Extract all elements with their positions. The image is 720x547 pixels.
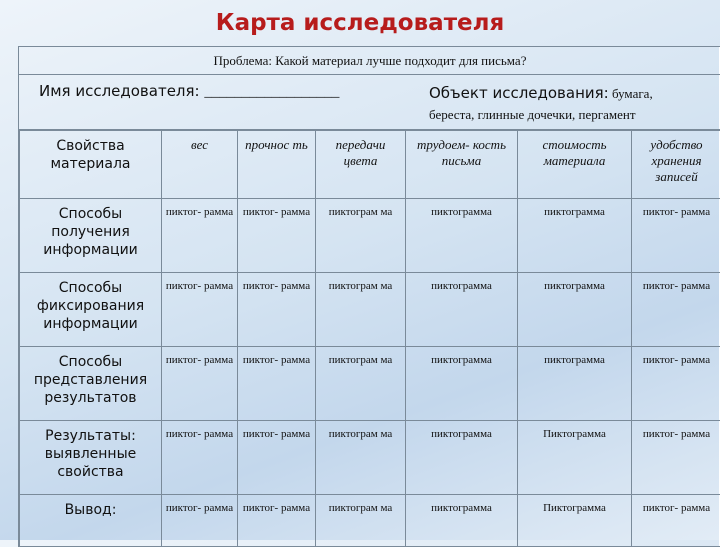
table-row [20,199,720,273]
research-card [18,46,720,547]
object-value-line1: бумага, [609,86,653,101]
table-cell: пиктог- рамма [632,421,720,495]
table-cell: пиктограмма [406,421,518,495]
column-header: трудоем- кость письма [406,131,518,199]
table-header-row [20,131,720,199]
column-header: передачи цвета [316,131,406,199]
researcher-label: Имя исследователя: [39,82,204,100]
researcher-name-field [19,75,399,129]
table-cell: пиктог- рамма [162,421,238,495]
table-cell: пиктограм ма [316,273,406,347]
table-cell: пиктог- рамма [632,199,720,273]
table-cell: пиктограмма [518,199,632,273]
table-cell: пиктог- рамма [632,347,720,421]
table-cell: пиктограмма [518,347,632,421]
table-cell: пиктограмма [406,347,518,421]
table-cell: пиктог- рамма [238,347,316,421]
table-cell: пиктог- рамма [238,199,316,273]
row-header: Вывод: [20,495,162,547]
table-cell: пиктограмма [406,199,518,273]
table-cell: пиктог- рамма [162,347,238,421]
row-header: Результаты: выявленные свойства [20,421,162,495]
table-row [20,347,720,421]
table-cell: пиктог- рамма [238,421,316,495]
corner-cell: Свойства материала [20,131,162,199]
row-header: Способы получения информации [20,199,162,273]
table-cell: пиктограмма [406,273,518,347]
row-header: Способы представления результатов [20,347,162,421]
table-cell: пиктог- рамма [238,495,316,547]
column-header: удобство хранения записей [632,131,720,199]
table-cell: пиктог- рамма [162,495,238,547]
properties-table [19,130,720,547]
column-header: прочнос ть [238,131,316,199]
row-header: Способы фиксирования информации [20,273,162,347]
table-cell: пиктог- рамма [162,199,238,273]
table-cell: пиктограмма [518,273,632,347]
table-cell: пиктог- рамма [238,273,316,347]
table-cell: пиктог- рамма [632,495,720,547]
researcher-name-blank: __________________ [204,84,339,100]
column-header: вес [162,131,238,199]
page-title: Карта исследователя [0,10,720,36]
table-row [20,273,720,347]
object-label: Объект исследования: [429,84,609,102]
table-cell: пиктограм ма [316,199,406,273]
problem-statement: Проблема: Какой материал лучше подходит для письма? [19,47,720,75]
research-object-field [399,75,720,129]
object-value-line2: береста, глинные дочечки, пергамент [429,104,720,125]
table-cell: пиктограмма [406,495,518,547]
table-row [20,421,720,495]
table-cell: пиктог- рамма [162,273,238,347]
table-cell: пиктог- рамма [632,273,720,347]
column-header: стоимость материала [518,131,632,199]
table-cell: Пиктограмма [518,495,632,547]
table-cell: пиктограм ма [316,495,406,547]
table-row [20,495,720,547]
table-cell: пиктограм ма [316,421,406,495]
table-cell: Пиктограмма [518,421,632,495]
meta-row [19,75,720,130]
table-cell: пиктограм ма [316,347,406,421]
